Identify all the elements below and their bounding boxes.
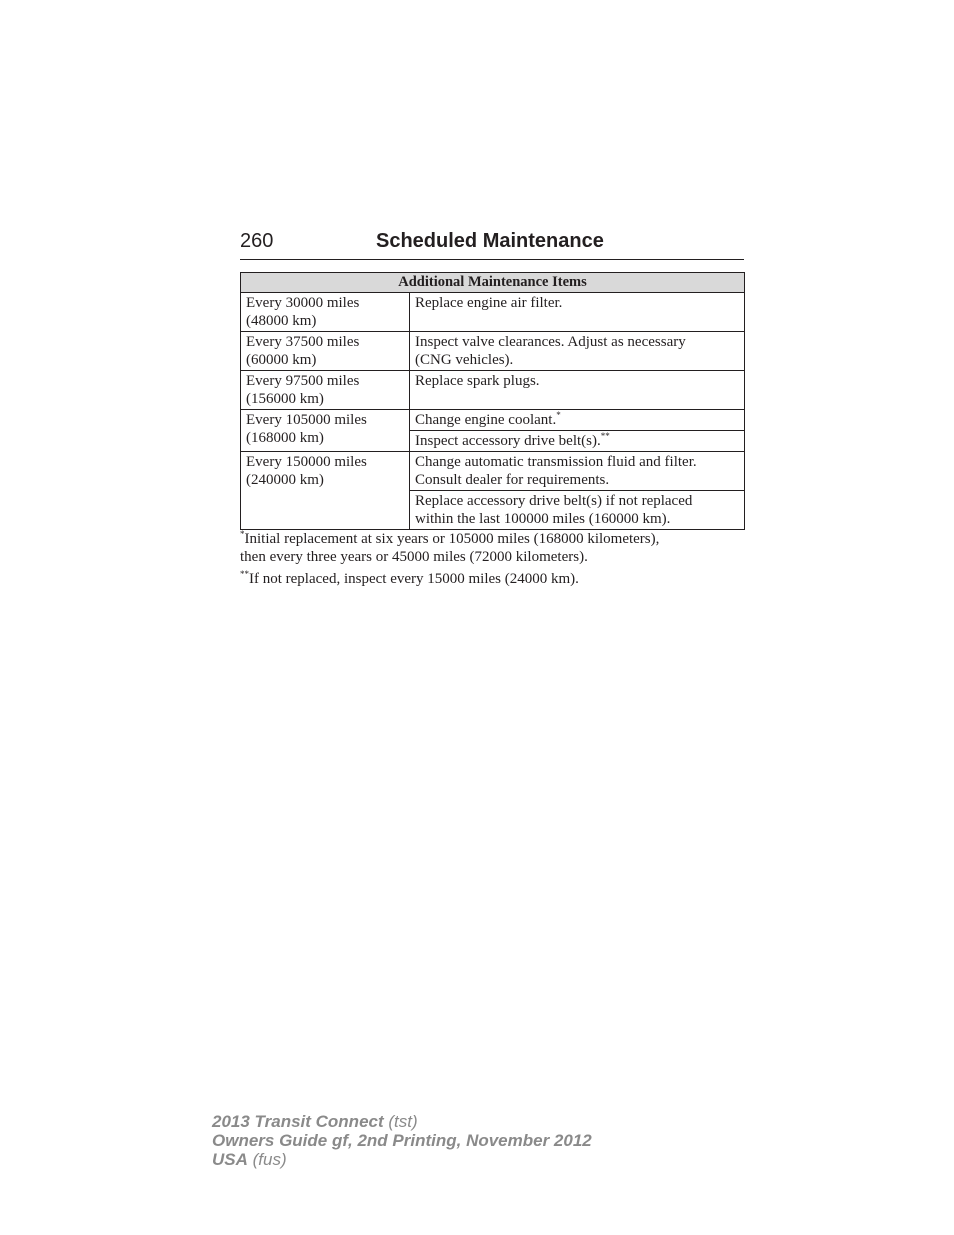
maintenance-table <box>240 272 745 530</box>
action-text: Change automatic transmission fluid and filter. <box>415 454 697 470</box>
action-cell <box>410 452 745 491</box>
action-text: Replace spark plugs. <box>415 373 540 389</box>
footer-model: 2013 Transit Connect <box>212 1112 384 1131</box>
interval-cell <box>241 410 410 452</box>
footnote-line <box>240 530 744 548</box>
footnote-line <box>240 570 744 588</box>
action-cell <box>410 410 745 431</box>
action-text: Replace engine air filter. <box>415 295 563 311</box>
footnote <box>240 570 744 588</box>
table-row <box>241 410 745 431</box>
footnote-text: If not replaced, inspect every 15000 miles (24000 km). <box>249 571 579 587</box>
table-row <box>241 293 745 332</box>
table-title: Additional Maintenance Items <box>241 273 745 293</box>
footnotes <box>240 530 744 592</box>
table-row <box>241 371 745 410</box>
interval-text: (48000 km) <box>246 313 317 329</box>
footer-model-line <box>212 1112 592 1131</box>
action-text: Replace accessory drive belt(s) if not replaced <box>415 493 693 509</box>
interval-text: Every 30000 miles <box>246 295 360 311</box>
footer-model-code: (tst) <box>388 1112 418 1131</box>
interval-cell <box>241 371 410 410</box>
interval-text: Every 37500 miles <box>246 334 360 350</box>
table-row <box>241 332 745 371</box>
table-row <box>241 452 745 491</box>
footnote-marker: * <box>240 529 245 539</box>
footnote-text: then every three years or 45000 miles (72000 kilometers). <box>240 549 588 565</box>
page-header <box>240 229 744 260</box>
footer-market-line <box>212 1150 592 1169</box>
action-text: within the last 100000 miles (160000 km). <box>415 511 671 527</box>
interval-text: (168000 km) <box>246 430 324 446</box>
footnote-marker: ** <box>600 431 610 441</box>
action-text: Change engine coolant. <box>415 412 557 428</box>
action-cell <box>410 431 745 452</box>
footnote-line <box>240 548 744 566</box>
footer-market: USA <box>212 1150 248 1169</box>
footnote-marker: * <box>556 410 561 420</box>
action-cell <box>410 332 745 371</box>
action-text: Inspect valve clearances. Adjust as necessary <box>415 334 686 350</box>
action-cell <box>410 293 745 332</box>
footnote-text: Initial replacement at six years or 105000 miles (168000 kilometers), <box>244 531 660 547</box>
interval-cell <box>241 452 410 530</box>
footnote-marker: ** <box>240 569 249 579</box>
footer-guide: Owners Guide gf, 2nd Printing, November 2012 <box>212 1131 592 1150</box>
section-title: Scheduled Maintenance <box>376 230 604 252</box>
interval-text: (156000 km) <box>246 391 324 407</box>
footnote <box>240 530 744 566</box>
page-footer <box>212 1112 592 1169</box>
action-line <box>415 411 739 429</box>
action-text: (CNG vehicles). <box>415 352 514 368</box>
interval-cell <box>241 293 410 332</box>
interval-text: Every 97500 miles <box>246 373 360 389</box>
page-number: 260 <box>240 230 274 252</box>
footer-market-code: (fus) <box>252 1150 287 1169</box>
action-cell <box>410 491 745 530</box>
interval-cell <box>241 332 410 371</box>
interval-text: Every 105000 miles <box>246 412 367 428</box>
interval-text: (240000 km) <box>246 472 324 488</box>
interval-text: (60000 km) <box>246 352 317 368</box>
table-body <box>241 293 745 530</box>
action-text: Consult dealer for requirements. <box>415 472 610 488</box>
action-line <box>415 432 739 450</box>
table-header-row <box>241 273 745 293</box>
action-cell <box>410 371 745 410</box>
action-text: Inspect accessory drive belt(s). <box>415 433 601 449</box>
footer-guide-line <box>212 1131 592 1150</box>
interval-text: Every 150000 miles <box>246 454 367 470</box>
